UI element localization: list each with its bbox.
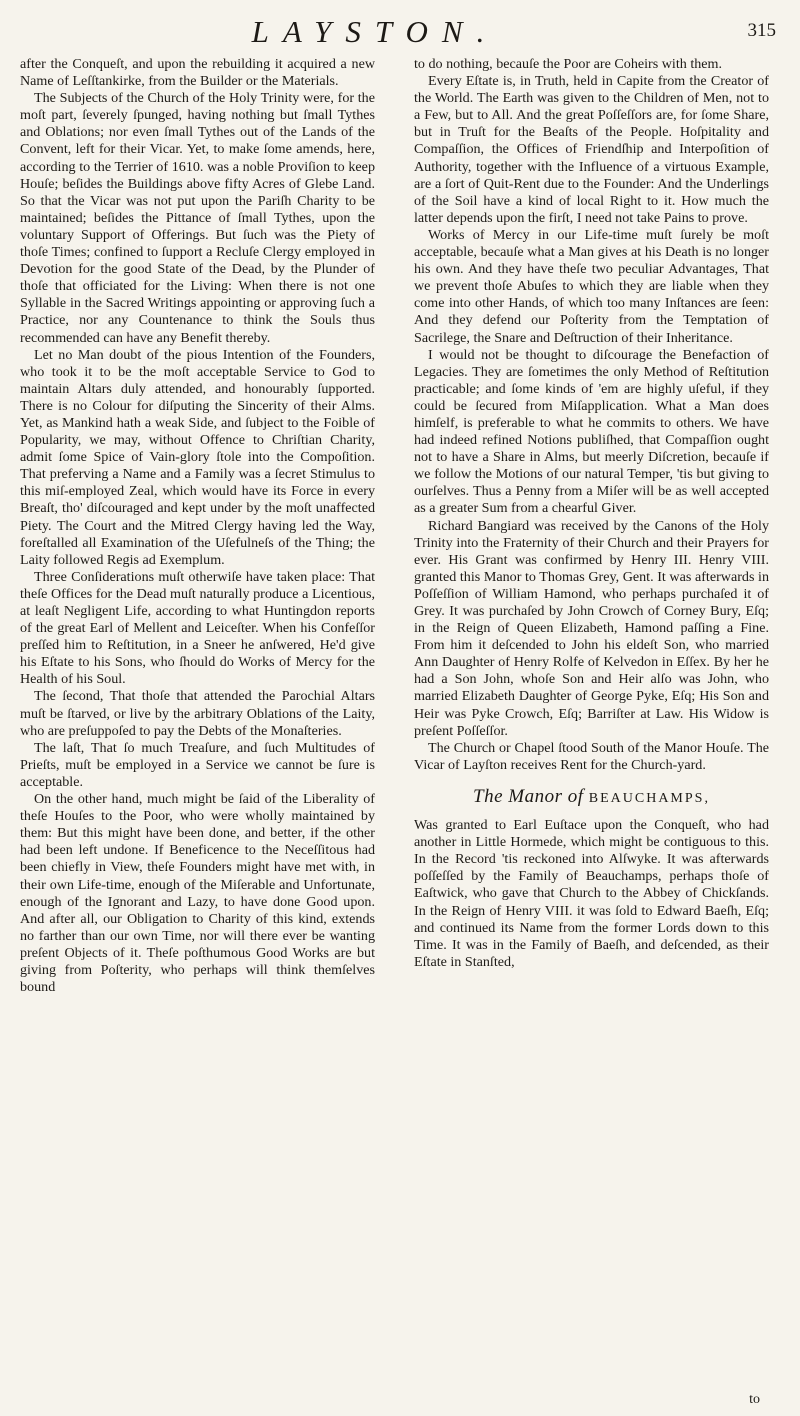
right-paragraph: to do nothing, becauſe the Poor are Coheirs with them. [414, 56, 723, 72]
right-paragraph: Every Eſtate is, in Truth, held in Capite from the Creator of the World. The Earth was given to the Children of Men, not to a Few, but to All. And the great Poſſeſſors are, for ſome Share, but in Truſt for the Beaſts of the People. Hoſpitality and Compaſſion, the Offices of Friendſhip and Interpoſition of Authority, together with the Influence of a virtuous Example, are a ſort of Quit-Rent due to the Founder: And the Underlings of the Soil have a kind of local Right to it. How much the latter depends upon the firſt, I need not take Pains to prove. [414, 73, 769, 226]
right-paragraph: Richard Bangiard was received by the Canons of the Holy Trinity into the Fraternity of their Church and their Prayers for ever. His Grant was confirmed by Henry III. Henry VIII. granted this Manor to Thomas Grey, Gent. It was afterwards in Poſſeſſion of William Hamond, who perhaps purchaſed it of Grey. It was purchaſed by John Crowch of Corney Bury, Eſq; in the Reign of Queen Elizabeth, Hamond paſſing a Fine. From him it deſcended to John his eldeſt Son, who married Ann Daughter of Henry Rolfe of Kelvedon in Eſſex. By her he had a Son John, whoſe Son and Heir alſo was John, who married Elizabeth Daughter of George Pyke, Eſq; His Son and Heir was Pyke Crowch, Eſq; Barriſter at Law. His Widow is preſent Poſſeſſor. [414, 517, 769, 739]
running-title: LAYSTON. [251, 14, 499, 49]
left-paragraph: The Subjects of the Church of the Holy Trinity were, for the moſt part, ſeverely ſpunged, having nothing but ſmall Tythes and Oblations; nor even ſmall Tythes out of the Lands of the Convent, left for their Vicar. Yet, to make ſome amends, here, according to the Terrier of 1610. was a noble Proviſion to keep Houſe; beſides the Buildings above fifty Acres of Glebe Land. So that the Vicar was not put upon the Pariſh Charity to be maintained; beſides the Pittance of ſmall Tythes, upon the voluntary Support of Offerings. But ſuch was the Piety of thoſe Times; confined to ſupport a Recluſe Clergy employed in Devotion for the good State of the Dead, by the Plunder of thoſe that officiated for the Living: When there is not one Syllable in the Sacred Writings appointing or approving ſuch a Practice, nor any Countenance to think the Souls thus recommended can have any Benefit thereby. [20, 90, 375, 346]
right-column [414, 56, 769, 971]
catchword: to [749, 1392, 760, 1407]
right-paragraph: I would not be thought to diſcourage the Benefaction of Legacies. They are ſometimes the only Method of Reſtitution practicable; and ſome kinds of 'em are highly uſeful, if they could be ſecured from Miſapplication. What a Man does himſelf, is preferable to what he commits to others. We have had indeed refined Notions publiſhed, that Compaſſion ought not to have a Share in Alms, but meerly Diſcretion, becauſe if we follow the Motions of our natural Temper, 'tis but giving to ourſelves. Thus a Penny from a Miſer will be as well accepted as a greater Sum from a chearful Giver. [414, 346, 769, 517]
left-column [20, 56, 375, 996]
page-number: 315 [747, 20, 776, 41]
left-paragraph: Three Conſiderations muſt otherwiſe have taken place: That theſe Offices for the Dead muſt naturally produce a Licentious, at leaſt Negligent Life, according to what Huntingdon reports of the great Earl of Mellent and Leiceſter. When his Confeſſor preſſed him to Reſtitution, in a Sneer he anſwered, He'd give his Eſtate to his Sons, who ſhould do Works of Mercy for the Health of his Soul. [20, 568, 375, 688]
left-paragraph: Let no Man doubt of the pious Intention of the Founders, who took it to be the moſt acceptable Service to God to maintain Altars duly attended, and honourably ſupported. There is no Colour for diſputing the Sincerity of their Alms. Yet, as Mankind hath a weak Side, and ſubject to the Foible of Popularity, we may, without Offence to Chriſtian Charity, admit ſome Spice of Vain-glory ſtole into the Compoſition. That preferving a Name and a Family was a ſecret Stimulus to this miſ-employed Zeal, which would have its Force in every Breaſt, tho' diſcouraged and kept under by the moſt unaffected Piety. The Court and the Mitred Clergy having led the Way, foreſtalled all Examination of the Uſefulneſs of the Thing; the Laity followed Regis ad Exemplum. [20, 346, 375, 568]
left-paragraph: On the other hand, much might be ſaid of the Liberality of theſe Houſes to the Poor, who were wholly maintained by them: But this might have been done, and better, if the other had been left undone. If Beneficence to the Neceſſitous had been chiefly in View, theſe Founders might have met with, in their own Life-time, enough of the Miſerable and Unfortunate, enough of the Ignorant and Lazy, to have done Good upon. And after all, our Obligation to Charity of this kind, extends no farther than our own Time, nor will there ever be wanting preſent Objects of it. Theſe poſthumous Good Works are but giving from Poſterity, who perhaps will think themſelves bound [20, 791, 375, 996]
right-paragraph: Was granted to Earl Euſtace upon the Conqueſt, who had another in Little Hormede, which might be contiguous to this. In the Record 'tis reckoned into Alſwyke. It was afterwards poſſeſſed by the Family of Beauchamps, perhaps thoſe of Eaſtwick, who gave that Church to the Abbey of Chickſands. In the Reign of Henry VIII. it was ſold to Edward Baeſh, Eſq; and continued its Name from the former Lords down to this Time. It was in the Family of Baeſh, and deſcended, as their Eſtate in Stanſted, [414, 817, 769, 970]
section-heading-text: The Manor of [473, 785, 584, 807]
section-heading-name: BEAUCHAMPS, [588, 790, 710, 806]
right-paragraph: Works of Mercy in our Life-time muſt ſurely be moſt acceptable, becauſe what a Man gives at his Death is no longer his own. And they have theſe two peculiar Advantages, That we prevent thoſe Abuſes to which they are liable when they come into other Hands, of which too many Inſtances are ſeen: And they defend our Poſterity from the Temptation of Sacrilege, the Snare and Deſtruction of their Inheritance. [414, 226, 769, 346]
running-header [0, 12, 800, 56]
left-paragraph: The laſt, That ſo much Treaſure, and ſuch Multitudes of Prieſts, muſt be employed in a Service we cannot be ſure is acceptable. [20, 739, 375, 790]
section-heading [414, 785, 769, 807]
left-paragraph: after the Conqueſt, and upon the rebuilding it acquired a new Name of Leſſtankirke, from the Builder or the Materials. [20, 56, 375, 90]
left-paragraph: The ſecond, That thoſe that attended the Parochial Altars muſt be ſtarved, or live by the arbitrary Oblations of the Laity, who are preſuppoſed to pay the Debts of the Monaſteries. [20, 688, 375, 739]
right-paragraph: The Church or Chapel ſtood South of the Manor Houſe. The Vicar of Layſton receives Rent for the Church-yard. [414, 739, 769, 773]
